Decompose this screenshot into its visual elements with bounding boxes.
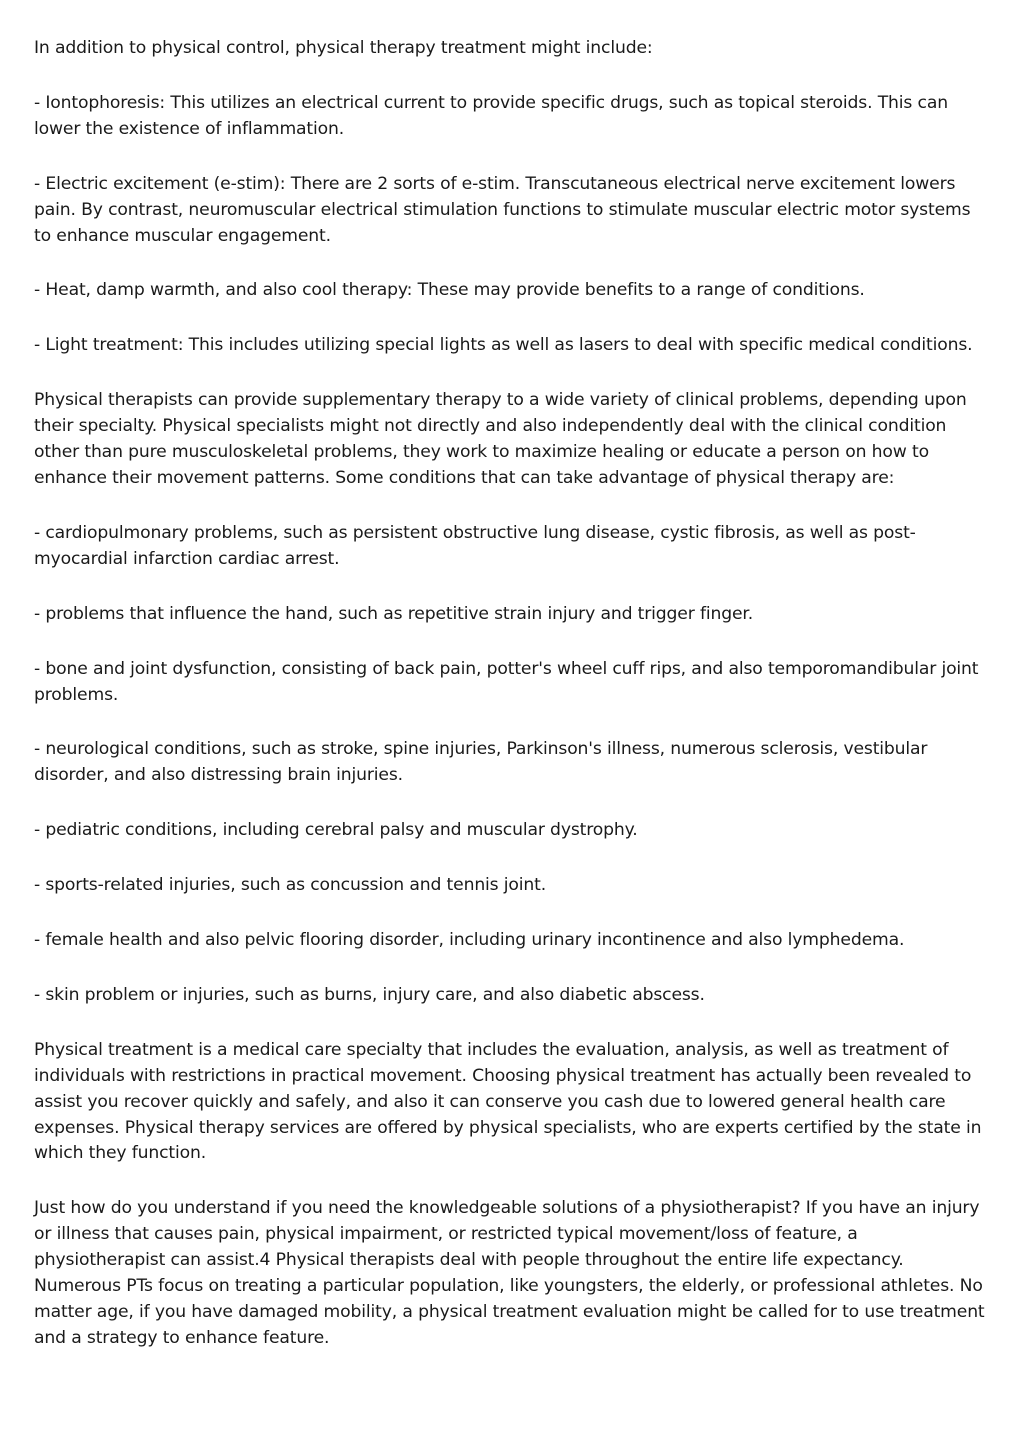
- list-item-female-health: - female health and also pelvic flooring disorder, including urinary incontinence and also lymphedema.: [34, 930, 905, 951]
- document-body: [34, 36, 989, 1381]
- list-item-bone-joint: - bone and joint dysfunction, consisting of back pain, potter's wheel cuff rips, and also temporomandibular joint problems.: [34, 658, 979, 705]
- list-item-neurological: - neurological conditions, such as stroke, spine injuries, Parkinson's illness, numerous sclerosis, vestibular disorder, and also distressing brain injuries.: [34, 739, 928, 786]
- list-item-cardiopulmonary: - cardiopulmonary problems, such as persistent obstructive lung disease, cystic fibrosis, as well as post-myocardial infarction cardiac arrest.: [34, 522, 916, 569]
- list-item-e-stim: - Electric excitement (e-stim): There are 2 sorts of e-stim. Transcutaneous electrical nerve excitement lowers pain. By contrast, neuromuscular electrical stimulation functions to stimulate muscular electric motor systems to enhance muscular engagement.: [34, 173, 971, 246]
- conditions-paragraph: Physical therapists can provide supplementary therapy to a wide variety of clinical problems, depending upon their specialty. Physical specialists might not directly and also independently deal with the clinical condition other than pure musculoskeletal problems, they work to maximize healing or educate a person on how to enhance their movement patterns. Some conditions that can take advantage of physical therapy are:: [34, 390, 967, 488]
- list-item-pediatric: - pediatric conditions, including cerebral palsy and muscular dystrophy.: [34, 820, 638, 841]
- list-item-skin: - skin problem or injuries, such as burns, injury care, and also diabetic abscess.: [34, 984, 705, 1005]
- specialty-paragraph: Physical treatment is a medical care specialty that includes the evaluation, analysis, as well as treatment of individuals with restrictions in practical movement. Choosing physical treatment has actually been revealed to assist you recover quickly and safely, and also it can conserve you cash due to lowered general health care expenses. Physical therapy services are offered by physical specialists, who are experts certified by the state in which they function.: [34, 1039, 982, 1164]
- list-item-sports: - sports-related injuries, such as concussion and tennis joint.: [34, 875, 547, 896]
- list-item-iontophoresis: - Iontophoresis: This utilizes an electrical current to provide specific drugs, such as topical steroids. This can lower the existence of inflammation.: [34, 92, 948, 139]
- closing-paragraph: Just how do you understand if you need the knowledgeable solutions of a physiotherapist? If you have an injury or illness that causes pain, physical impairment, or restricted typical movement/loss of feature, a physiotherapist can assist.4 Physical therapists deal with people throughout the entire life expectancy. Numerous PTs focus on treating a particular population, like youngsters, the elderly, or professional athletes. No matter age, if you have damaged mobility, a physical treatment evaluation might be called for to use treatment and a strategy to enhance feature.: [34, 1198, 985, 1348]
- list-item-light-treatment: - Light treatment: This includes utilizing special lights as well as lasers to deal with specific medical conditions.: [34, 335, 973, 356]
- list-item-heat-therapy: - Heat, damp warmth, and also cool therapy: These may provide benefits to a range of conditions.: [34, 280, 865, 301]
- list-item-hand: - problems that influence the hand, such as repetitive strain injury and trigger finger.: [34, 603, 754, 624]
- intro-paragraph: In addition to physical control, physical therapy treatment might include:: [34, 38, 653, 58]
